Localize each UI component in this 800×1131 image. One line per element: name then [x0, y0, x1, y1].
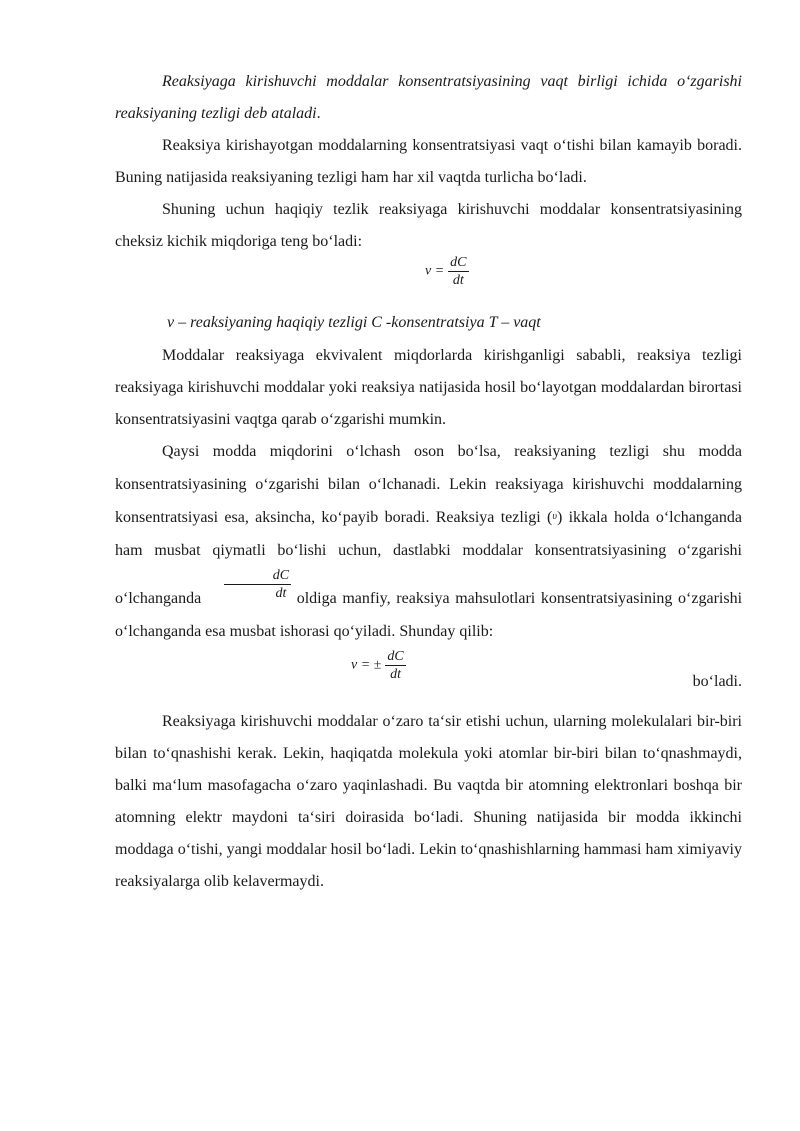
formula2-lhs: v = ± — [351, 657, 382, 673]
p5-part-c: oldiga manfiy, reaksiya mahsulotlari konsentratsiyasining o‘zgarishi o‘lchanganda esa musbat ishorasi qo‘yiladi. Shunday qilib: — [115, 590, 743, 640]
inline-fraction — [224, 567, 291, 602]
definition-end: . — [316, 105, 321, 122]
definition-paragraph — [115, 66, 742, 130]
formula-lhs: v = — [425, 263, 445, 279]
paragraph-6: Reaksiyaga kirishuvchi moddalar o‘zaro ta‘sir etishi uchun, ularning molekulalari bir-biri bilan to‘qnashishi kerak. Lekin, haqiqatda molekula yoki atomlar bir-biri bilan to‘qnashmaydi, balki ma‘lum masofagacha o‘zaro yaqinlashadi. Bu vaqtda bir atomning elektronlari boshqa bir atomning elektr maydoni ta‘siri doirasida bo‘ladi. Shuning natijasida bir modda ikkinchi moddaga o‘tishi, yangi moddalar hosil bo‘ladi. Lekin to‘qnashishlarning hammasi ham ximiyaviy reaksiyalarga olib kelavermaydi. — [115, 713, 742, 890]
document-page — [115, 66, 742, 898]
p5-part-b: ) ikkala holda o‘lchanganda ham musbat qiymatli bo‘lishi uchun, dastlabki moddalar konsentratsiyasining o‘zgarishi o‘lchanganda — [115, 509, 742, 607]
formula-denominator: dt — [452, 273, 464, 288]
inline-denominator: dt — [275, 586, 287, 601]
formula2-trailing-text: bo‘ladi. — [692, 673, 742, 690]
p5-part-a: Qaysi modda miqdorini o‘lchash oson bo‘lsa, reaksiyaning tezligi shu modda konsentratsiyasining o‘zgarishi bilan o‘lchanadi. Lekin reaksiyaga kirishuvchi moddalarning konsentratsiyasi esa, aksincha, ko‘payib boradi. Reaksiya tezligi ( — [115, 443, 742, 526]
inline-numerator: dC — [224, 567, 291, 585]
rate-formula — [115, 255, 742, 306]
formula2-numerator: dC — [387, 649, 404, 664]
formula2-denominator: dt — [390, 667, 401, 682]
definition-text: Reaksiyaga kirishuvchi moddalar konsentratsiyasining vaqt birligi ichida o‘zgarishi reaksiyaning tezligi deb ataladi — [115, 73, 742, 122]
velocity-symbol: υ — [552, 511, 557, 522]
paragraph-2: Reaksiya kirishayotgan moddalarning konsentratsiyasi vaqt o‘tishi bilan kamayib boradi. Buning natijasida reaksiyaning tezligi ham har xil vaqtda turlicha bo‘ladi. — [115, 137, 742, 186]
paragraph-4: Moddalar reaksiyaga ekvivalent miqdorlarda kirishganligi sababli, reaksiya tezligi reaksiyaga kirishuvchi moddalar yoki reaksiya natijasida hosil bo‘layotgan moddalardan birortasi konsentratsiyasini vaqtga qarab o‘zgarishi mumkin. — [115, 347, 742, 428]
formula-fraction — [448, 254, 468, 289]
paragraph-3: Shuning uchun haqiqiy tezlik reaksiyaga kirishuvchi moddalar konsentratsiyasining cheksiz kichik miqdoriga teng bo‘ladi: — [115, 201, 742, 250]
signed-rate-formula — [115, 648, 742, 700]
formula-legend: v – reaksiyaning haqiqiy tezligi C -konsentratsiya T – vaqt — [167, 314, 541, 331]
paragraph-5 — [115, 436, 742, 648]
formula2-fraction — [385, 648, 405, 683]
formula-numerator: dC — [450, 255, 467, 270]
